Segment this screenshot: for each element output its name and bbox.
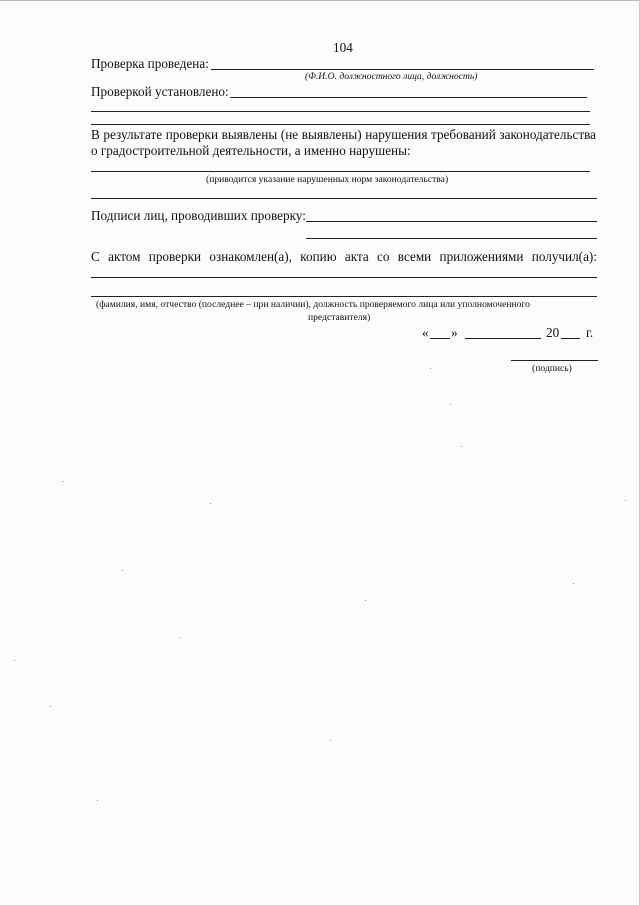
acknowledgement-line-1[interactable] [91, 277, 597, 278]
scan-speck [50, 706, 51, 707]
date-year-suffix: г. [586, 325, 594, 340]
acknowledgement-caption-line-1: (фамилия, имя, отчество (последнее – при наличии), должность проверяемого лица или уполномоченного [96, 299, 530, 310]
date-month-line[interactable] [465, 338, 541, 339]
scan-speck [573, 583, 574, 584]
violations-line-1[interactable] [91, 171, 590, 172]
established-line-3[interactable] [91, 124, 590, 125]
signature-caption: (подпись) [532, 363, 572, 374]
check-conducted-label: Проверка проведена: [91, 56, 209, 71]
scan-speck [330, 740, 331, 741]
scan-speck [430, 368, 431, 369]
acknowledgement-caption-line-2: представителя) [308, 312, 371, 323]
violations-caption: (приводится указание нарушенных норм законодательства) [206, 174, 449, 185]
violations-text-line-2: о градостроительной деятельности, а именно нарушены: [91, 143, 411, 158]
scan-speck [210, 503, 211, 504]
scan-speck [450, 404, 451, 405]
date-day-line[interactable] [430, 338, 450, 339]
check-conducted-line[interactable] [211, 69, 594, 70]
scan-speck [122, 570, 123, 571]
acknowledgement-text: С актом проверки ознакомлен(а), копию акта со всеми приложениями получил(а): [91, 249, 597, 264]
page-edge-top [0, 0, 640, 1]
scan-speck [625, 500, 626, 501]
scan-speck [97, 800, 98, 801]
violations-text-line-1: В результате проверки выявлены (не выявлены) нарушения требований законодательства [91, 127, 596, 142]
signature-line-1[interactable] [306, 221, 597, 222]
signatures-label: Подписи лиц, проводивших проверку: [91, 208, 306, 223]
page-number: 104 [333, 40, 353, 55]
date-open-quote: « [422, 325, 429, 340]
signature-line[interactable] [511, 360, 598, 361]
violations-line-2[interactable] [91, 198, 597, 199]
date-year-line[interactable] [561, 338, 580, 339]
established-line-2[interactable] [91, 111, 590, 112]
scan-speck [63, 481, 64, 482]
scan-speck [365, 600, 366, 601]
scan-speck [461, 446, 462, 447]
established-line-1[interactable] [230, 97, 587, 98]
scan-speck [14, 660, 15, 661]
signature-line-2[interactable] [306, 238, 597, 239]
acknowledgement-line-2[interactable] [91, 296, 597, 297]
date-close-quote: » [451, 325, 458, 340]
date-year-prefix: 20 [546, 325, 560, 340]
official-caption: (Ф.И.О. должностного лица, должность) [305, 71, 478, 82]
established-label: Проверкой установлено: [91, 84, 229, 99]
scan-speck [179, 637, 180, 638]
